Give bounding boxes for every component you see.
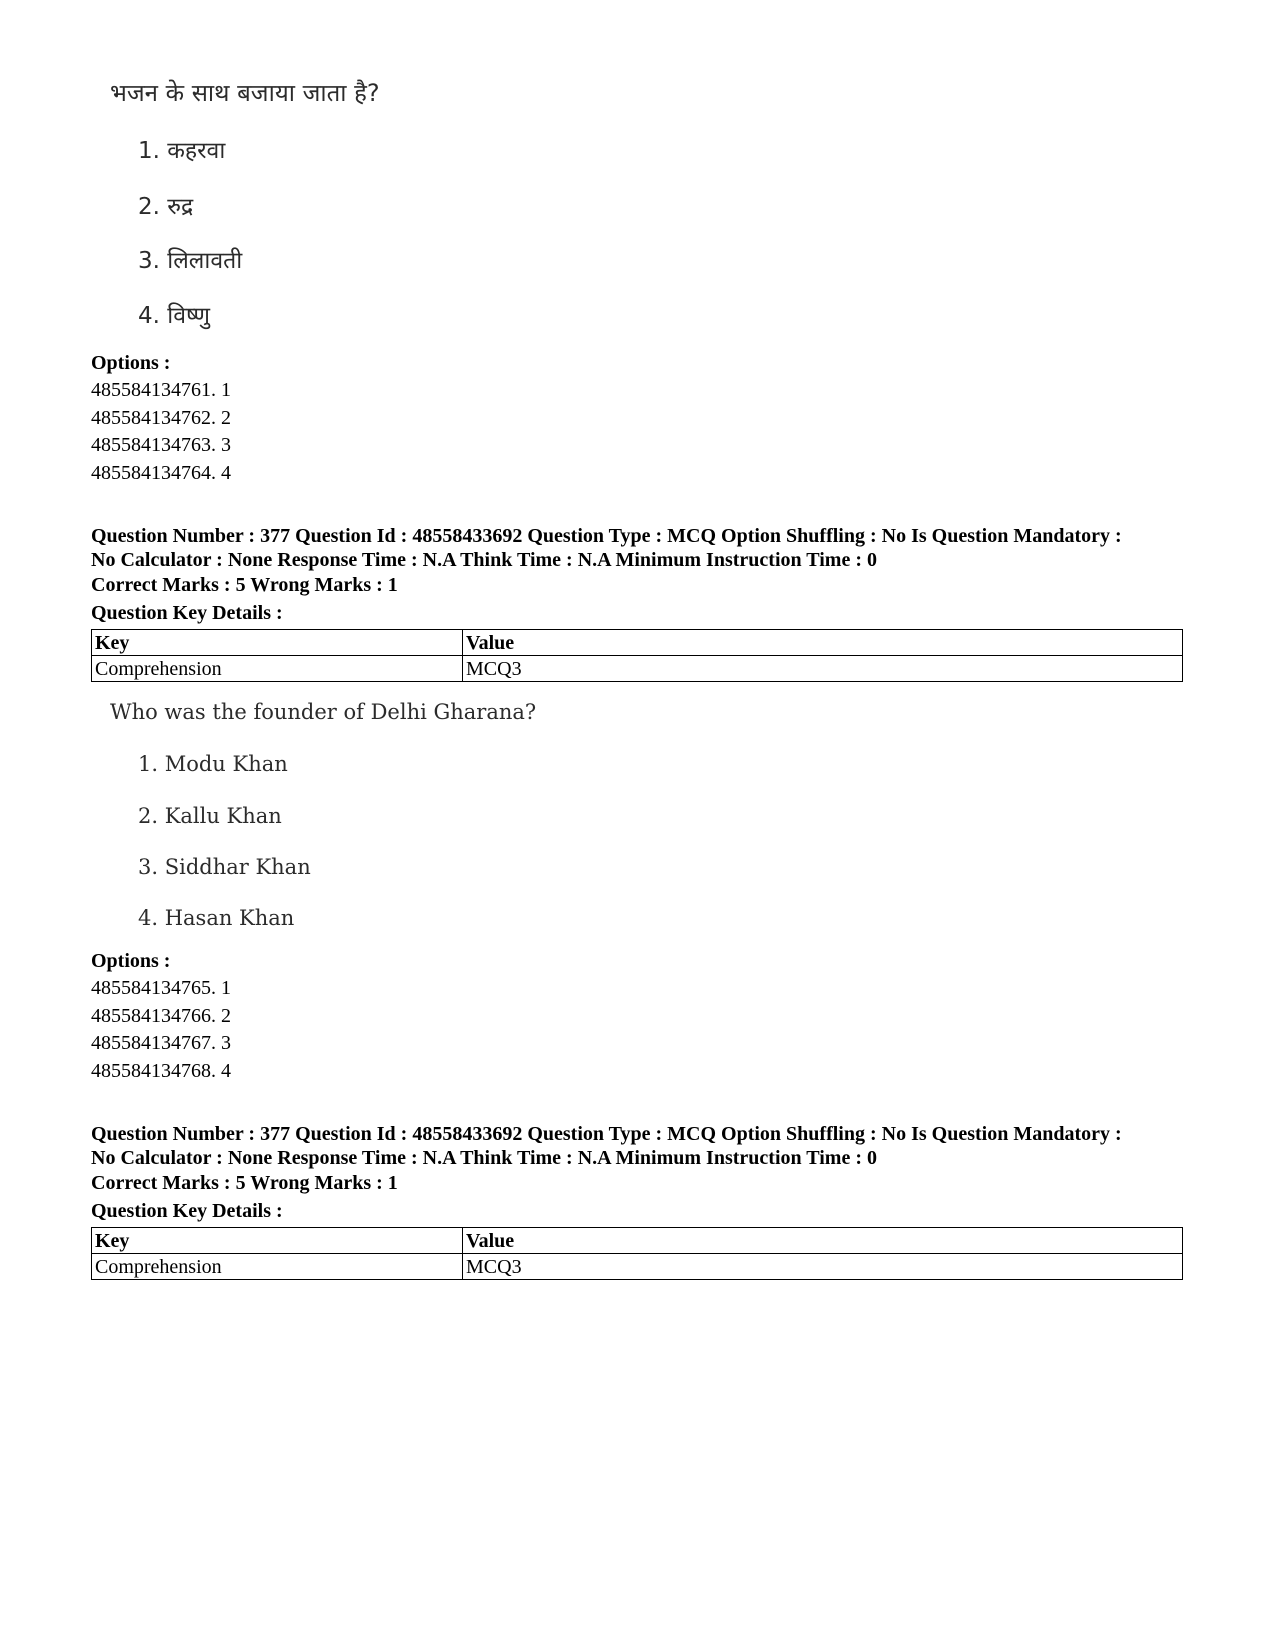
option-id-line: 485584134764. 4 — [91, 462, 231, 484]
question-option-3: 3. Siddhar Khan — [138, 855, 311, 879]
table-header-row — [92, 630, 1183, 656]
table-cell-value: MCQ3 — [463, 1254, 1183, 1280]
option-id-line: 485584134766. 2 — [91, 1005, 231, 1027]
table-cell-key: Comprehension — [92, 656, 463, 682]
marks-line: Correct Marks : 5 Wrong Marks : 1 — [91, 574, 398, 596]
option-id-line: 485584134761. 1 — [91, 379, 231, 401]
table-cell-key: Comprehension — [92, 1254, 463, 1280]
options-label: Options : — [91, 950, 171, 972]
table-cell-value: MCQ3 — [463, 656, 1183, 682]
table-header-row — [92, 1228, 1183, 1254]
option-id-line: 485584134762. 2 — [91, 407, 231, 429]
option-id-line: 485584134768. 4 — [91, 1060, 231, 1082]
question-option-4: 4. Hasan Khan — [138, 906, 295, 930]
question-stem: भजन के साथ बजाया जाता है? — [110, 79, 380, 107]
table-header-value: Value — [463, 630, 1183, 656]
key-details-table — [91, 629, 1183, 682]
question-metadata — [91, 1122, 1211, 1170]
metadata-line-2: No Calculator : None Response Time : N.A Think Time : N.A Minimum Instruction Time : 0 — [91, 1147, 877, 1169]
table-row — [92, 1254, 1183, 1280]
question-metadata — [91, 524, 1211, 572]
table-header-value: Value — [463, 1228, 1183, 1254]
table-header-key: Key — [92, 630, 463, 656]
question-stem: Who was the founder of Delhi Gharana? — [110, 700, 537, 724]
question-option-1: 1. कहरवा — [138, 138, 226, 164]
key-details-label: Question Key Details : — [91, 602, 283, 624]
key-details-label: Question Key Details : — [91, 1200, 283, 1222]
table-header-key: Key — [92, 1228, 463, 1254]
key-details-table — [91, 1227, 1183, 1280]
question-option-4: 4. विष्णु — [138, 303, 211, 329]
option-id-line: 485584134763. 3 — [91, 434, 231, 456]
question-option-3: 3. लिलावती — [138, 248, 243, 274]
metadata-line-1: Question Number : 377 Question Id : 48558433692 Question Type : MCQ Option Shuffling : No Is Question Mandatory : — [91, 1123, 1122, 1145]
question-option-2: 2. Kallu Khan — [138, 804, 282, 828]
table-row — [92, 656, 1183, 682]
metadata-line-2: No Calculator : None Response Time : N.A Think Time : N.A Minimum Instruction Time : 0 — [91, 549, 877, 571]
question-option-2: 2. रुद्र — [138, 194, 194, 220]
metadata-line-1: Question Number : 377 Question Id : 48558433692 Question Type : MCQ Option Shuffling : No Is Question Mandatory : — [91, 525, 1122, 547]
options-label: Options : — [91, 352, 171, 374]
option-id-line: 485584134765. 1 — [91, 977, 231, 999]
option-id-line: 485584134767. 3 — [91, 1032, 231, 1054]
marks-line: Correct Marks : 5 Wrong Marks : 1 — [91, 1172, 398, 1194]
question-option-1: 1. Modu Khan — [138, 752, 288, 776]
